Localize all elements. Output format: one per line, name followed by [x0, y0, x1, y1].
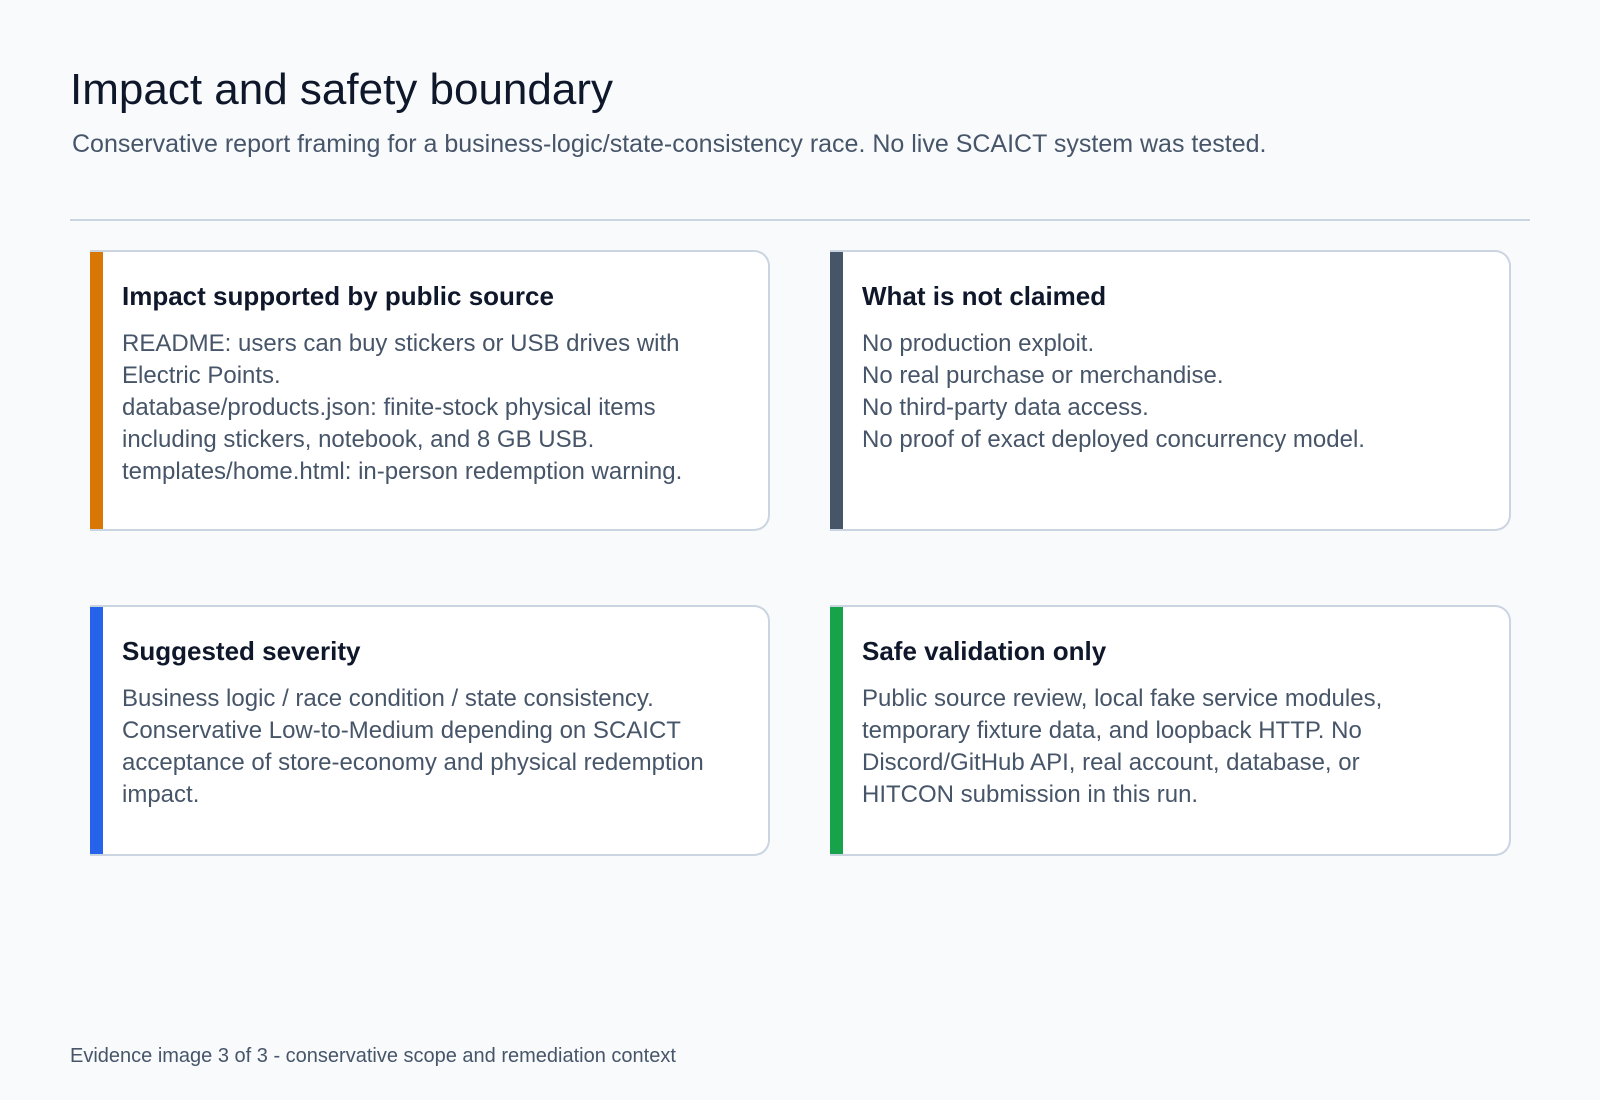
impact-card — [90, 250, 770, 531]
card-line: No third-party data access. — [862, 394, 1149, 421]
not-claimed-card — [830, 250, 1511, 531]
card-line: Discord/GitHub API, real account, database, or — [862, 749, 1360, 776]
not-claimed-card-body — [862, 328, 1489, 456]
card-line: acceptance of store-economy and physical redemption — [122, 749, 704, 776]
footer-note: Evidence image 3 of 3 - conservative scope and remediation context — [70, 1045, 676, 1067]
severity-card-title: Suggested severity — [122, 636, 361, 666]
card-line: including stickers, notebook, and 8 GB USB. — [122, 426, 595, 453]
card-line: No proof of exact deployed concurrency model. — [862, 426, 1365, 453]
card-line: Business logic / race condition / state consistency. — [122, 685, 654, 712]
card-line: templates/home.html: in-person redemption warning. — [122, 458, 683, 485]
card-line: No real purchase or merchandise. — [862, 362, 1224, 389]
severity-card-body — [122, 683, 748, 811]
impact-card-title: Impact supported by public source — [122, 281, 554, 311]
header-divider — [70, 219, 1530, 221]
page-title: Impact and safety boundary — [70, 65, 613, 114]
severity-card-accent — [90, 605, 103, 856]
safe-validation-card-accent — [830, 605, 843, 856]
page-subtitle: Conservative report framing for a business-logic/state-consistency race. No live SCAICT system was tested. — [72, 130, 1267, 158]
safe-validation-card-title: Safe validation only — [862, 636, 1107, 666]
not-claimed-card-accent — [830, 250, 843, 531]
card-line: temporary fixture data, and loopback HTTP. No — [862, 717, 1362, 744]
card-line: Conservative Low-to-Medium depending on SCAICT — [122, 717, 681, 744]
severity-card — [90, 605, 770, 856]
card-line: README: users can buy stickers or USB drives with — [122, 330, 680, 357]
card-line: HITCON submission in this run. — [862, 781, 1199, 808]
not-claimed-card-title: What is not claimed — [862, 281, 1107, 311]
impact-card-accent — [90, 250, 103, 531]
safe-validation-card — [830, 605, 1511, 856]
card-line: No production exploit. — [862, 330, 1095, 357]
card-line: Public source review, local fake service modules, — [862, 685, 1383, 712]
card-line: Electric Points. — [122, 362, 281, 389]
card-line: database/products.json: finite-stock physical items — [122, 394, 656, 421]
card-line: impact. — [122, 781, 200, 808]
safe-validation-card-body — [862, 683, 1489, 811]
impact-card-body — [122, 328, 748, 488]
